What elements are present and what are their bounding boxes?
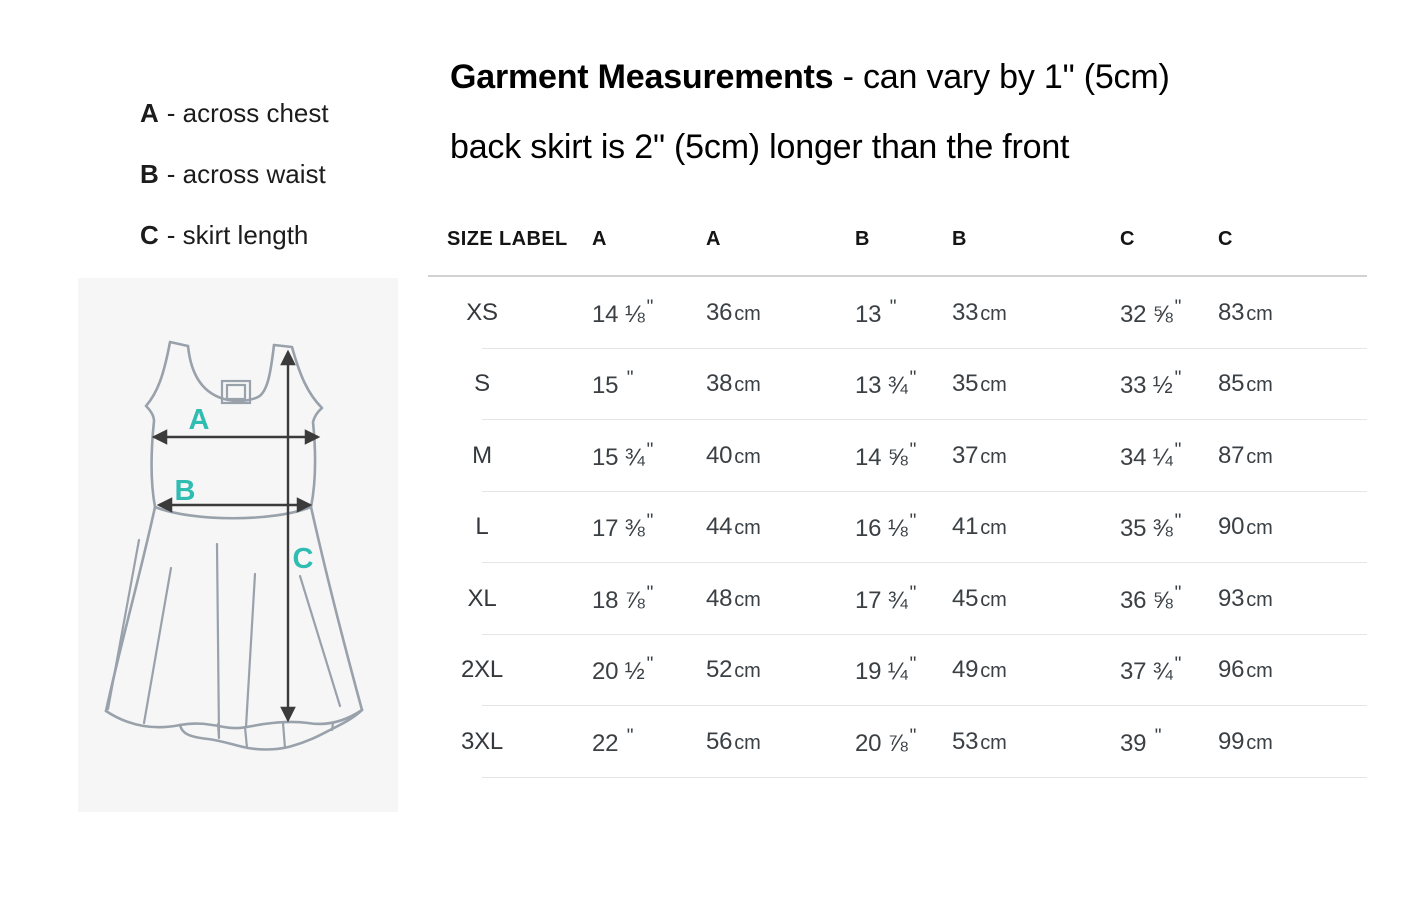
value: 15 ¾: [592, 443, 645, 471]
hem-connector: [218, 724, 219, 738]
legend-letter-a: A: [140, 98, 159, 128]
dress-outline: [106, 342, 362, 749]
c-inches-cell: [1120, 511, 1218, 543]
value: 18 ⅞: [592, 586, 645, 614]
inch-mark: ": [646, 511, 654, 533]
a-cm-cell: [706, 728, 855, 756]
value: 48: [706, 584, 733, 612]
page-subtitle: back skirt is 2" (5cm) longer than the front: [450, 128, 1070, 166]
cm-unit: cm: [1246, 660, 1273, 683]
size-label-cell: 3XL: [460, 727, 504, 755]
col-header-c-cm: C: [1218, 228, 1233, 250]
value: 33 ½: [1120, 372, 1173, 400]
table-row-m: [428, 420, 1367, 492]
inch-mark: ": [909, 654, 917, 676]
page-title: [450, 55, 1170, 99]
a-inches-cell: [592, 368, 706, 400]
legend-line-c: [140, 214, 329, 275]
inch-mark: ": [1174, 511, 1182, 533]
cm-unit: cm: [1246, 302, 1273, 325]
value: 37 ¾: [1120, 658, 1173, 686]
diagram-label-b: B: [174, 475, 196, 507]
a-cm-cell: [706, 370, 855, 398]
a-inches-cell: [592, 440, 706, 472]
col-header-a-cm: A: [706, 228, 721, 250]
value: 40: [706, 441, 733, 469]
value: 56: [706, 727, 733, 755]
value: 41: [952, 513, 979, 541]
size-label-cell: 2XL: [460, 656, 504, 684]
value: 87: [1218, 441, 1245, 469]
inch-mark: ": [1174, 439, 1182, 461]
b-cm-cell: [952, 370, 1120, 398]
table-row-2xl: [428, 635, 1367, 707]
hem-connector: [332, 723, 333, 730]
size-label-cell: S: [474, 370, 490, 398]
a-inches-cell: [592, 297, 706, 329]
cm-unit: cm: [1246, 588, 1273, 611]
value: 34 ¼: [1120, 443, 1173, 471]
page-title-rest: - can vary by 1" (5cm): [833, 58, 1170, 96]
size-table: [428, 222, 1367, 778]
page-title-bold: Garment Measurements: [450, 58, 834, 96]
title-block: [450, 55, 1170, 169]
value: 35: [952, 370, 979, 398]
b-cm-cell: [952, 656, 1120, 684]
value: 14 ⅛: [592, 300, 645, 328]
cm-unit: cm: [1246, 374, 1273, 397]
cm-unit: cm: [1246, 445, 1273, 468]
value: 90: [1218, 513, 1245, 541]
b-inches-cell: [855, 511, 952, 543]
legend-letter-b: B: [140, 159, 159, 189]
inch-mark: ": [1174, 296, 1182, 318]
value: 20 ½: [592, 658, 645, 686]
legend-line-a: [140, 92, 329, 153]
inch-mark: ": [909, 511, 917, 533]
size-label-cell: XL: [467, 584, 497, 612]
a-inches-cell: [592, 726, 706, 758]
value: 14 ⅝: [855, 443, 908, 471]
size-label-cell: L: [475, 513, 489, 541]
c-inches-cell: [1120, 440, 1218, 472]
value: 37: [952, 441, 979, 469]
inch-mark: ": [646, 296, 654, 318]
table-row-xl: [428, 563, 1367, 635]
value: 39: [1120, 729, 1153, 757]
b-cm-cell: [952, 513, 1120, 541]
value: 16 ⅛: [855, 515, 908, 543]
legend-line-b: [140, 153, 329, 214]
inch-mark: ": [909, 582, 917, 604]
value: 20 ⅞: [855, 729, 908, 757]
value: 35 ⅜: [1120, 515, 1173, 543]
b-inches-cell: [855, 654, 952, 686]
value: 17 ⅜: [592, 515, 645, 543]
cm-unit: cm: [980, 660, 1007, 683]
inch-mark: ": [909, 368, 917, 390]
value: 13: [855, 300, 888, 328]
diagram-label-a: A: [188, 404, 210, 436]
col-header-size-label: SIZE LABEL: [447, 228, 568, 250]
b-cm-cell: [952, 585, 1120, 613]
c-inches-cell: [1120, 654, 1218, 686]
b-inches-cell: [855, 440, 952, 472]
size-label-cell: XS: [466, 298, 498, 326]
c-cm-cell: [1218, 370, 1367, 398]
hem-connector: [245, 727, 247, 748]
legend-letter-c: C: [140, 220, 159, 250]
col-header-b-inches: B: [855, 228, 870, 250]
value: 15: [592, 372, 625, 400]
a-inches-cell: [592, 583, 706, 615]
inch-mark: ": [626, 368, 634, 390]
legend-text-c: - skirt length: [166, 220, 309, 250]
cm-unit: cm: [734, 374, 761, 397]
cm-unit: cm: [980, 374, 1007, 397]
value: 85: [1218, 370, 1245, 398]
inch-mark: ": [909, 725, 917, 747]
b-inches-cell: [855, 583, 952, 615]
skirt-fold: [108, 540, 139, 709]
inch-mark: ": [646, 582, 654, 604]
cm-unit: cm: [734, 517, 761, 540]
dress-neckline: [188, 345, 274, 401]
value: 13 ¾: [855, 372, 908, 400]
cm-unit: cm: [980, 517, 1007, 540]
cm-unit: cm: [734, 588, 761, 611]
legend-text-b: - across waist: [166, 159, 326, 189]
cm-unit: cm: [734, 445, 761, 468]
inch-mark: ": [889, 296, 897, 318]
value: 33: [952, 298, 979, 326]
b-inches-cell: [855, 726, 952, 758]
col-header-c-inches: C: [1120, 228, 1135, 250]
table-row-3xl: [428, 706, 1367, 778]
value: 17 ¾: [855, 586, 908, 614]
skirt-fold: [144, 568, 171, 723]
b-inches-cell: [855, 297, 952, 329]
dress-neck-tag-inner: [227, 385, 245, 399]
cm-unit: cm: [734, 731, 761, 754]
value: 96: [1218, 656, 1245, 684]
legend-text-a: - across chest: [166, 98, 329, 128]
c-cm-cell: [1218, 513, 1367, 541]
cm-unit: cm: [980, 731, 1007, 754]
cm-unit: cm: [980, 588, 1007, 611]
value: 38: [706, 370, 733, 398]
value: 32 ⅝: [1120, 300, 1173, 328]
inch-mark: ": [1174, 582, 1182, 604]
skirt-fold: [300, 576, 340, 706]
cm-unit: cm: [734, 660, 761, 683]
value: 22: [592, 729, 625, 757]
value: 44: [706, 513, 733, 541]
a-inches-cell: [592, 511, 706, 543]
dress-diagram: [78, 278, 398, 812]
c-inches-cell: [1120, 297, 1218, 329]
diagram-label-c: C: [292, 543, 314, 575]
inch-mark: ": [626, 725, 634, 747]
value: 99: [1218, 727, 1245, 755]
value: 53: [952, 727, 979, 755]
size-label-cell: M: [472, 441, 492, 469]
b-cm-cell: [952, 442, 1120, 470]
table-row-l: [428, 492, 1367, 564]
c-inches-cell: [1120, 368, 1218, 400]
a-cm-cell: [706, 299, 855, 327]
value: 52: [706, 656, 733, 684]
inch-mark: ": [646, 654, 654, 676]
b-inches-cell: [855, 368, 952, 400]
value: 49: [952, 656, 979, 684]
value: 36: [706, 298, 733, 326]
skirt-fold: [217, 544, 219, 737]
dress-diagram-panel: [78, 278, 398, 812]
table-row-s: [428, 349, 1367, 421]
value: 19 ¼: [855, 658, 908, 686]
col-header-b-cm: B: [952, 228, 967, 250]
dress-back-hem: [180, 710, 362, 749]
skirt-fold: [246, 574, 255, 727]
c-cm-cell: [1218, 728, 1367, 756]
b-cm-cell: [952, 728, 1120, 756]
value: 83: [1218, 298, 1245, 326]
cm-unit: cm: [734, 302, 761, 325]
col-header-a-inches: A: [592, 228, 607, 250]
c-cm-cell: [1218, 585, 1367, 613]
inch-mark: ": [1174, 368, 1182, 390]
a-cm-cell: [706, 656, 855, 684]
a-cm-cell: [706, 513, 855, 541]
inch-mark: ": [909, 439, 917, 461]
inch-mark: ": [1174, 654, 1182, 676]
hem-connector: [283, 723, 285, 748]
c-cm-cell: [1218, 299, 1367, 327]
a-cm-cell: [706, 585, 855, 613]
b-cm-cell: [952, 299, 1120, 327]
cm-unit: cm: [980, 302, 1007, 325]
table-row-xs: [428, 277, 1367, 349]
table-header-row: [428, 222, 1367, 277]
a-cm-cell: [706, 442, 855, 470]
cm-unit: cm: [1246, 517, 1273, 540]
c-inches-cell: [1120, 726, 1218, 758]
inch-mark: ": [646, 439, 654, 461]
value: 36 ⅝: [1120, 586, 1173, 614]
value: 45: [952, 584, 979, 612]
cm-unit: cm: [1246, 731, 1273, 754]
c-cm-cell: [1218, 442, 1367, 470]
c-inches-cell: [1120, 583, 1218, 615]
inch-mark: ": [1154, 725, 1162, 747]
a-inches-cell: [592, 654, 706, 686]
value: 93: [1218, 584, 1245, 612]
measurement-legend: [140, 92, 329, 275]
c-cm-cell: [1218, 656, 1367, 684]
cm-unit: cm: [980, 445, 1007, 468]
